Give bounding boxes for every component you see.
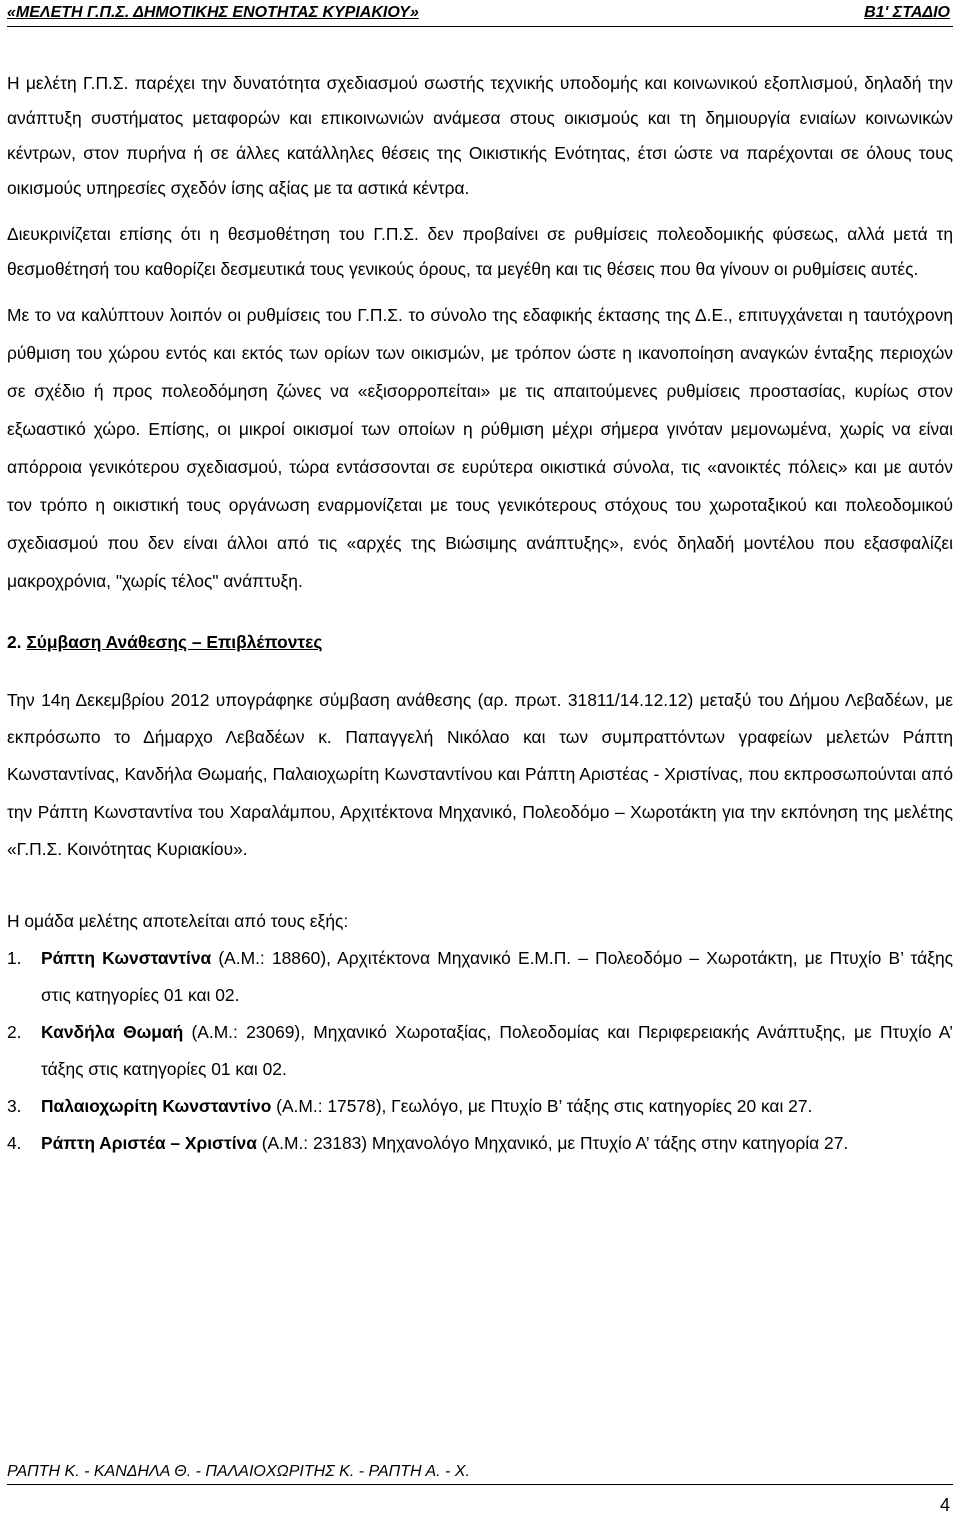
page-number: 4	[939, 1495, 950, 1515]
member-details: (Α.Μ.: 23183) Μηχανολόγο Μηχανικό, με Πτυχίο Α’ τάξης στην κατηγορία 27.	[256, 1133, 849, 1154]
footer-divider	[7, 1484, 953, 1485]
member-name: Παλαιοχωρίτη Κωνσταντίνο	[41, 1096, 272, 1117]
member-details: (Α.Μ.: 23069), Μηχανικό Χωροταξίας, Πολεοδομίας και Περιφερειακής Ανάπτυξης, με Πτυχίο Α’ τάξης στις κατηγορίες 01 και 02.	[41, 1022, 953, 1080]
list-item-number: 1.	[7, 948, 22, 969]
member-name: Κανδήλα Θωμαή	[41, 1022, 184, 1043]
list-item-number: 4.	[7, 1133, 22, 1154]
list-item	[7, 1125, 953, 1162]
section-title: Σύμβαση Ανάθεσης – Επιβλέποντες	[26, 632, 323, 652]
member-details: (Α.Μ.: 18860), Αρχιτέκτονα Μηχανικό Ε.Μ.Π. – Πολεοδόμο – Χωροτάκτη, με Πτυχίο Β’ τάξης στις κατηγορίες 01 και 02.	[41, 948, 953, 1006]
header-divider	[7, 26, 953, 27]
list-item	[7, 1088, 953, 1125]
paragraph-clarification: Διευκρινίζεται επίσης ότι η θεσμοθέτηση του Γ.Π.Σ. δεν προβαίνει σε ρυθμίσεις πολεοδομικής φύσεως, αλλά μετά τη θεσμοθέτησή του καθορίζει δεσμευτικά τους γενικούς όρους, τα μεγέθη και τις θέσεις που θα γίνουν οι ρυθμίσεις αυτές.	[7, 224, 953, 279]
paragraph-intro: Η μελέτη Γ.Π.Σ. παρέχει την δυνατότητα σχεδιασμού σωστής τεχνικής υποδομής και κοινωνικού εξοπλισμού, δηλαδή την ανάπτυξη συστήματος μεταφορών και επικοινωνιών ανάμεσα στους οικισμούς και τη δημιουργία ενιαίων κοινωνικών κέντρων, στον πυρήνα ή σε άλλες κατάλληλες θέσεις της Οικιστικής Ενότητας, έτσι ώστε να παρέχονται σε όλους τους οικισμούς υπηρεσίες σχεδόν ίσης αξίας με τα αστικά κέντρα.	[7, 73, 953, 198]
list-item	[7, 1014, 953, 1088]
document-body	[7, 66, 953, 1162]
list-item	[7, 940, 953, 1014]
paragraph-regulations: Με το να καλύπτουν λοιπόν οι ρυθμίσεις του Γ.Π.Σ. το σύνολο της εδαφικής έκτασης της Δ.Ε., επιτυγχάνεται η ταυτόχρονη ρύθμιση του χώρου εντός και εκτός των ορίων των οικισμών, με τρόπον ώστε η ικανοποίηση αναγκών ένταξης περιοχών σε σχέδιο ή προς πολεοδόμηση ζώνες να «εξισορροπείται» με τις απαιτούμενες ρυθμίσεις προστασίας, κυρίως στον εξωαστικό χώρο. Επίσης, οι μικροί οικισμοί των οποίων η ρύθμιση μέχρι σήμερα γινόταν μεμονωμένα, χωρίς να είναι απόρροια γενικότερου σχεδιασμού, τώρα εντάσσονται σε ευρύτερα οικιστικά σύνολα, τις «ανοικτές πόλεις» και με αυτόν τον τρόπο η οικιστική τους οργάνωση εναρμονίζεται με τους γενικότερους στόχους του χωροταξικού και πολεοδομικού σχεδιασμού που δεν είναι άλλοι από τις «αρχές της Βιώσιμης ανάπτυξης», ενός δηλαδή μοντέλου που εξασφαλίζει μακροχρόνια, "χωρίς τέλος" ανάπτυξη.	[7, 305, 953, 591]
list-item-number: 2.	[7, 1022, 22, 1043]
member-name: Ράπτη Κωνσταντίνα	[41, 948, 212, 969]
team-member-list	[7, 940, 953, 1162]
footer-authors: ΡΑΠΤΗ Κ. - ΚΑΝΔΗΛΑ Θ. - ΠΑΛΑΙΟΧΩΡΙΤΗΣ Κ. - ΡΑΠΤΗ Α. - Χ.	[7, 1463, 470, 1480]
list-item-number: 3.	[7, 1096, 22, 1117]
paragraph-contract: Την 14η Δεκεμβρίου 2012 υπογράφηκε σύμβαση ανάθεσης (αρ. πρωτ. 31811/14.12.12) μεταξύ του Δήμου Λεβαδέων, με εκπρόσωπο το Δήμαρχο Λεβαδέων κ. Παπαγγελή Νικόλαο και των συμπραττόντων γραφείων μελετών Ράπτη Κωνσταντίνας, Κανδήλα Θωμαής, Παλαιοχωρίτη Κωνσταντίνου και Ράπτη Αριστέας - Χριστίνας, που εκπροσωπούνται από την Ράπτη Κωνσταντίνα του Χαραλάμπου, Αρχιτέκτονα Μηχανικό, Πολεοδόμο – Χωροτάκτη για την εκπόνηση της μελέτης «Γ.Π.Σ. Κοινότητας Κυριακίου».	[7, 690, 953, 859]
team-intro: Η ομάδα μελέτης αποτελείται από τους εξής:	[7, 911, 349, 932]
member-details: (Α.Μ.: 17578), Γεωλόγο, με Πτυχίο Β’ τάξης στις κατηγορίες 20 και 27.	[271, 1096, 813, 1117]
member-name: Ράπτη Αριστέα – Χριστίνα	[41, 1133, 257, 1154]
running-header-title: «ΜΕΛΕΤΗ Γ.Π.Σ. ΔΗΜΟΤΙΚΗΣ ΕΝΟΤΗΤΑΣ ΚΥΡΙΑΚΙΟΥ»	[7, 4, 419, 21]
running-header-stage: Β1' ΣΤΑΔΙΟ	[864, 4, 950, 21]
section-number: 2.	[7, 632, 22, 652]
section-heading	[7, 623, 953, 661]
